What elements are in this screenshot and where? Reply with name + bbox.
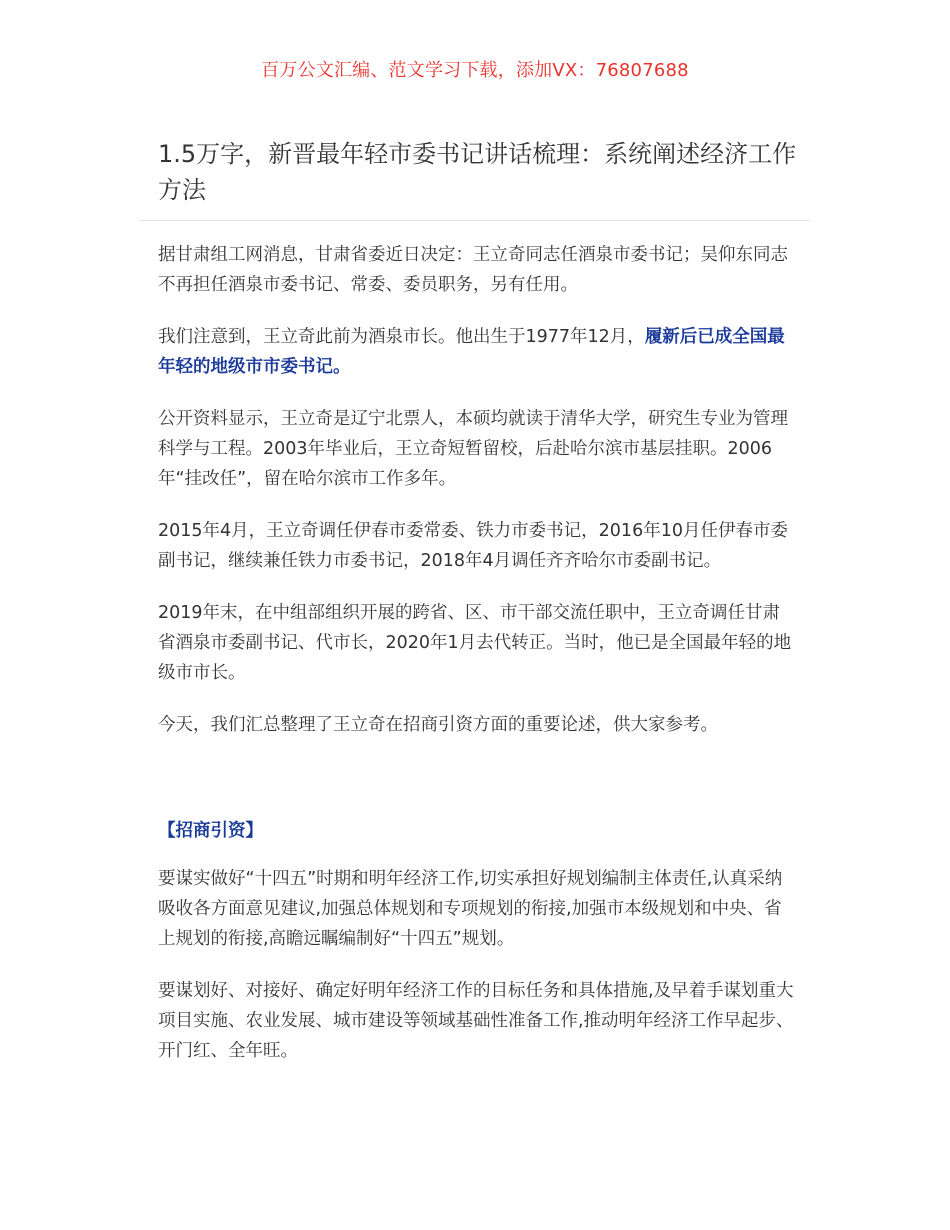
- paragraph: [158, 322, 794, 382]
- article-body: [158, 240, 794, 1088]
- article-title: 1.5万字，新晋最年轻市委书记讲话梳理：系统阐述经济工作方法: [158, 140, 797, 204]
- promo-banner: 百万公文汇编、范文学习下载，添加VX：76807688: [261, 60, 689, 81]
- highlighted-text: 履新后已成全国最年轻的地级市市委书记。: [158, 327, 785, 377]
- paragraph: 2019年末，在中组部组织开展的跨省、区、市干部交流任职中，王立奇调任甘肃省酒泉市委副书记、代市长，2020年1月去代转正。当时，他已是全国最年轻的地级市市长。: [158, 603, 792, 683]
- section-heading: 【招商引资】: [158, 821, 263, 841]
- paragraph: 今天，我们汇总整理了王立奇在招商引资方面的重要论述，供大家参考。: [158, 715, 718, 735]
- title-divider: [140, 220, 810, 221]
- paragraph: 据甘肃组工网消息，甘肃省委近日决定：王立奇同志任酒泉市委书记；吴仰东同志不再担任酒泉市委书记、常委、委员职务，另有任用。: [158, 245, 788, 295]
- paragraph: 要谋划好、对接好、确定好明年经济工作的目标任务和具体措施,及早着手谋划重大项目实施、农业发展、城市建设等领域基础性准备工作,推动明年经济工作早起步、开门红、全年旺。: [158, 981, 794, 1061]
- paragraph: 要谋实做好“十四五”时期和明年经济工作,切实承担好规划编制主体责任,认真采纳吸收各方面意见建议,加强总体规划和专项规划的衔接,加强市本级规划和中央、省上规划的衔接,高瞻远瞩编制好“十四五”规划。: [158, 869, 783, 949]
- paragraph-lead: 我们注意到，王立奇此前为酒泉市长。他出生于1977年12月，: [158, 327, 645, 347]
- paragraph: 公开资料显示，王立奇是辽宁北票人，本硕均就读于清华大学，研究生专业为管理科学与工程。2003年毕业后，王立奇短暂留校，后赴哈尔滨市基层挂职。2006年“挂改任”，留在哈尔滨市工作多年。: [158, 409, 788, 489]
- paragraph: 2015年4月，王立奇调任伊春市委常委、铁力市委书记，2016年10月任伊春市委副书记，继续兼任铁力市委书记，2018年4月调任齐齐哈尔市委副书记。: [158, 521, 788, 571]
